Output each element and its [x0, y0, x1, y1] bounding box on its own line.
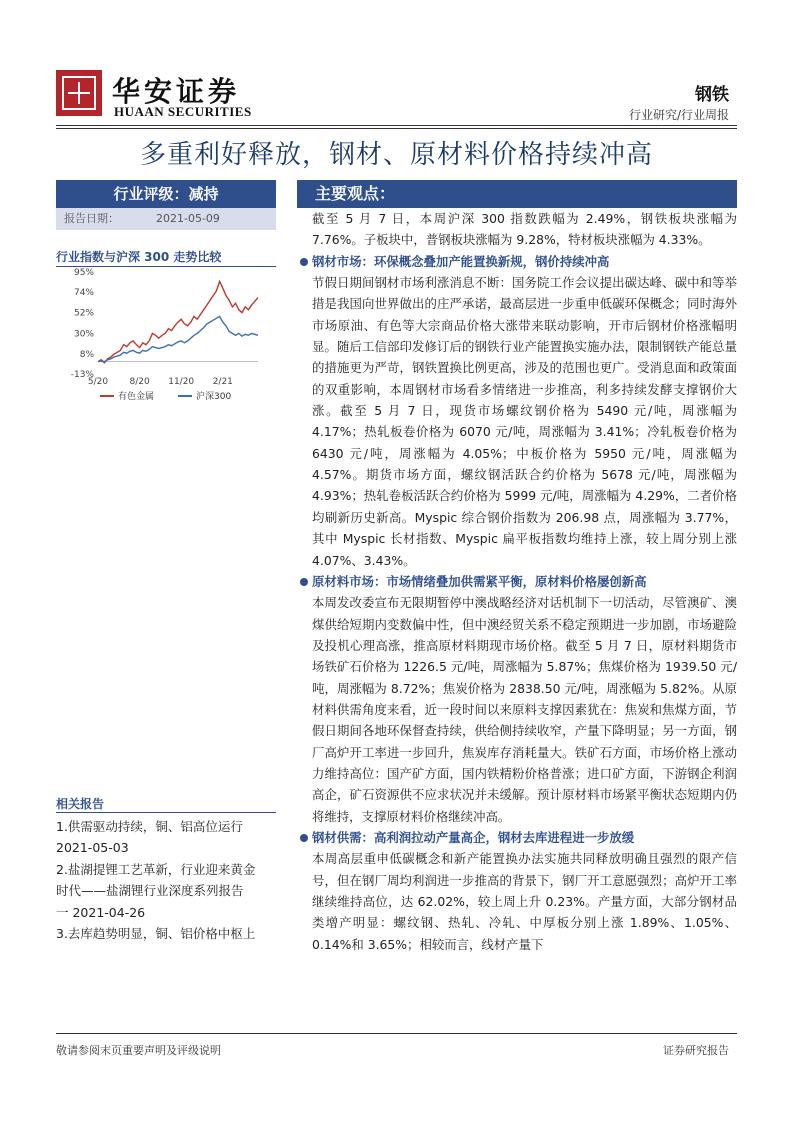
- report-title: 多重利好释放，钢材、原材料价格持续冲高: [139, 140, 653, 170]
- header-divider: [56, 125, 737, 126]
- report-type: 行业研究/行业周报: [628, 108, 729, 122]
- x-tick-label: 11/20: [168, 377, 195, 387]
- report-date-value: 2021-05-09: [156, 212, 220, 225]
- related-reports-title: 相关报告: [56, 797, 105, 811]
- related-report-line[interactable]: 1.供需驱动持续，铜、铝高位运行: [56, 819, 243, 834]
- bullet-icon: [300, 578, 308, 586]
- x-tick-label: 5/20: [87, 377, 109, 387]
- legend-label: 有色金属: [118, 392, 155, 402]
- section-body: 本周高层重申低碳概念和新产能置换办法实施共同释放明确且强烈的限产信号，但在钢厂周均利润进一步推高的背景下，钢厂开工意愿强烈；高炉开工率继续维持高位，达 62.02%，较上周上升 0.23%。产量方面，大部分钢材品类增产明显：螺纹钢、热轧、冷轧、中厚板分别上涨 1.89%、1.05%、0.14%和 3.65%；相较而言，线材产量下: [312, 851, 737, 952]
- y-tick-label: 74%: [73, 287, 94, 298]
- related-report-line: 一 2021-04-26: [56, 904, 146, 920]
- related-report-line[interactable]: 时代——盐湖锂行业深度系列报告: [56, 883, 244, 899]
- brand-name-en: HUAAN SECURITIES: [114, 104, 252, 119]
- section-heading: [297, 571, 737, 592]
- brand-name-cn: 华安证券: [112, 75, 241, 108]
- section-body: 本周发改委宣布无限期暂停中澳战略经济对话机制下一切活动，尽管澳矿、澳煤供给短期内变数偏中性，但中澳经贸关系不稳定预期进一步加剧，市场避险及投机心理高涨，推高原材料期现市场价格。截至 5 月 7 日，原材料期货市场铁矿石价格为 1226.5 元/吨，周涨幅为 5.87%；焦煤价格为 1939.50 元/吨，周涨幅为 8.72%；焦炭价格为 2838.50 元/吨，周涨幅为 5.82%。从原材料供需角度来看，近一段时间以来原料支撑因素犹在：焦炭和焦煤方面，节假日期间各地环保督查持续，供给侧持续收窄，产量下降明显；另一方面，钢厂高炉开工率进一步回升，焦炭库存消耗量大。铁矿石方面，市场价格上涨动力维持高位：国产矿方面，国内铁精粉价格普涨；进口矿方面，下游钢企利润高企，矿石资源供不应求状况并未缓解。预计原材料市场紧平衡状态短期内仍将维持，支撑原材料价格继续冲高。: [312, 595, 737, 824]
- y-tick-label: 95%: [73, 268, 94, 278]
- sector-label: 钢铁: [695, 85, 729, 105]
- footer-label: 证券研究报告: [663, 1044, 729, 1057]
- footer-disclaimer: 敬请参阅末页重要声明及评级说明: [56, 1044, 221, 1057]
- series-line: [98, 316, 258, 361]
- y-tick-label: 30%: [73, 329, 94, 340]
- related-reports-list: [56, 816, 278, 944]
- index-comparison-chart: [56, 266, 278, 402]
- report-date-label: 报告日期：: [64, 212, 119, 225]
- legend-label: 沪深300: [196, 392, 232, 402]
- section-heading: [297, 251, 737, 272]
- x-tick-label: 8/20: [129, 377, 150, 387]
- company-logo: [56, 70, 102, 116]
- header-divider-secondary: [56, 128, 737, 129]
- related-report-line[interactable]: 2.盐湖提锂工艺革新，行业迎来黄金: [56, 861, 256, 877]
- y-tick-label: 52%: [73, 308, 94, 319]
- intro-paragraph: 截至 5 月 7 日，本周沪深 300 指数跌幅为 2.49%，钢铁板块涨幅为 7.76%。子板块中，普钢板块涨幅为 9.28%，特材板块涨幅为 4.33%。: [312, 211, 737, 248]
- chart-title: 行业指数与沪深 300 走势比较: [56, 250, 222, 264]
- main-views-title: 主要观点：: [297, 180, 737, 208]
- series-line: [98, 281, 258, 362]
- section-body: 节假日期间钢材市场利涨消息不断：国务院工作会议提出碳达峰、碳中和等举措是我国向世界做出的庄严承诺，最高层进一步重申低碳环保概念；同时海外市场原油、有色等大宗商品价格大涨带来联动影响，开市后钢材价格涨幅明显。随后工信部印发修订后的钢铁行业产能置换实施办法，限制钢铁产能总量的措施更为严苛，钢铁置换比例更高，涉及的范围也更广。受消息面和政策面的双重影响，本周钢材市场看多情绪进一步推高，利多持续发酵支撑钢价大涨。截至 5 月 7 日，现货市场螺纹钢价格为 5490 元/吨，周涨幅为 4.17%；热轧板卷价格为 6070 元/吨，周涨幅为 3.41%；冷轧板卷价格为 6430 元/吨，周涨幅为 4.05%；中板价格为 5950 元/吨，周涨幅为 4.57%。期货市场方面，螺纹钢活跃合约价格为 5678 元/吨，周涨幅为 4.93%；热轧卷板活跃合约价格为 5999 元/吨，周涨幅为 4.29%，二者价格均刷新历史新高。Myspic 综合钢价指数为 206.98 点，周涨幅为 3.77%，其中 Myspic 长材指数、Myspic 扁平板指数均维持上涨，较上周分别上涨 4.07%、3.43%。: [312, 275, 737, 568]
- related-report-line[interactable]: 3.去库趋势明显，铜、铝价格中枢上: [56, 926, 256, 942]
- bullet-icon: [300, 258, 308, 266]
- section-heading-text: 钢材供需：高利润拉动产量高企，钢材去库进程进一步放缓: [312, 829, 635, 845]
- footer-divider: [56, 1033, 737, 1034]
- related-report-line: 2021-05-03: [56, 840, 129, 856]
- section-heading: [297, 827, 737, 848]
- section-heading-text: 钢材市场：环保概念叠加产能置换新规，钢价持续冲高: [312, 253, 610, 269]
- industry-rating: 行业评级：减持: [56, 180, 276, 208]
- report-date: [56, 208, 276, 230]
- bullet-icon: [300, 834, 308, 842]
- x-tick-label: 2/21: [212, 377, 233, 387]
- main-views: [297, 208, 737, 955]
- section-heading-text: 原材料市场：市场情绪叠加供需紧平衡，原材料价格屡创新高: [312, 573, 647, 589]
- related-reports-rule: [56, 812, 276, 813]
- y-tick-label: 8%: [79, 350, 94, 361]
- y-tick-label: -13%: [70, 370, 94, 380]
